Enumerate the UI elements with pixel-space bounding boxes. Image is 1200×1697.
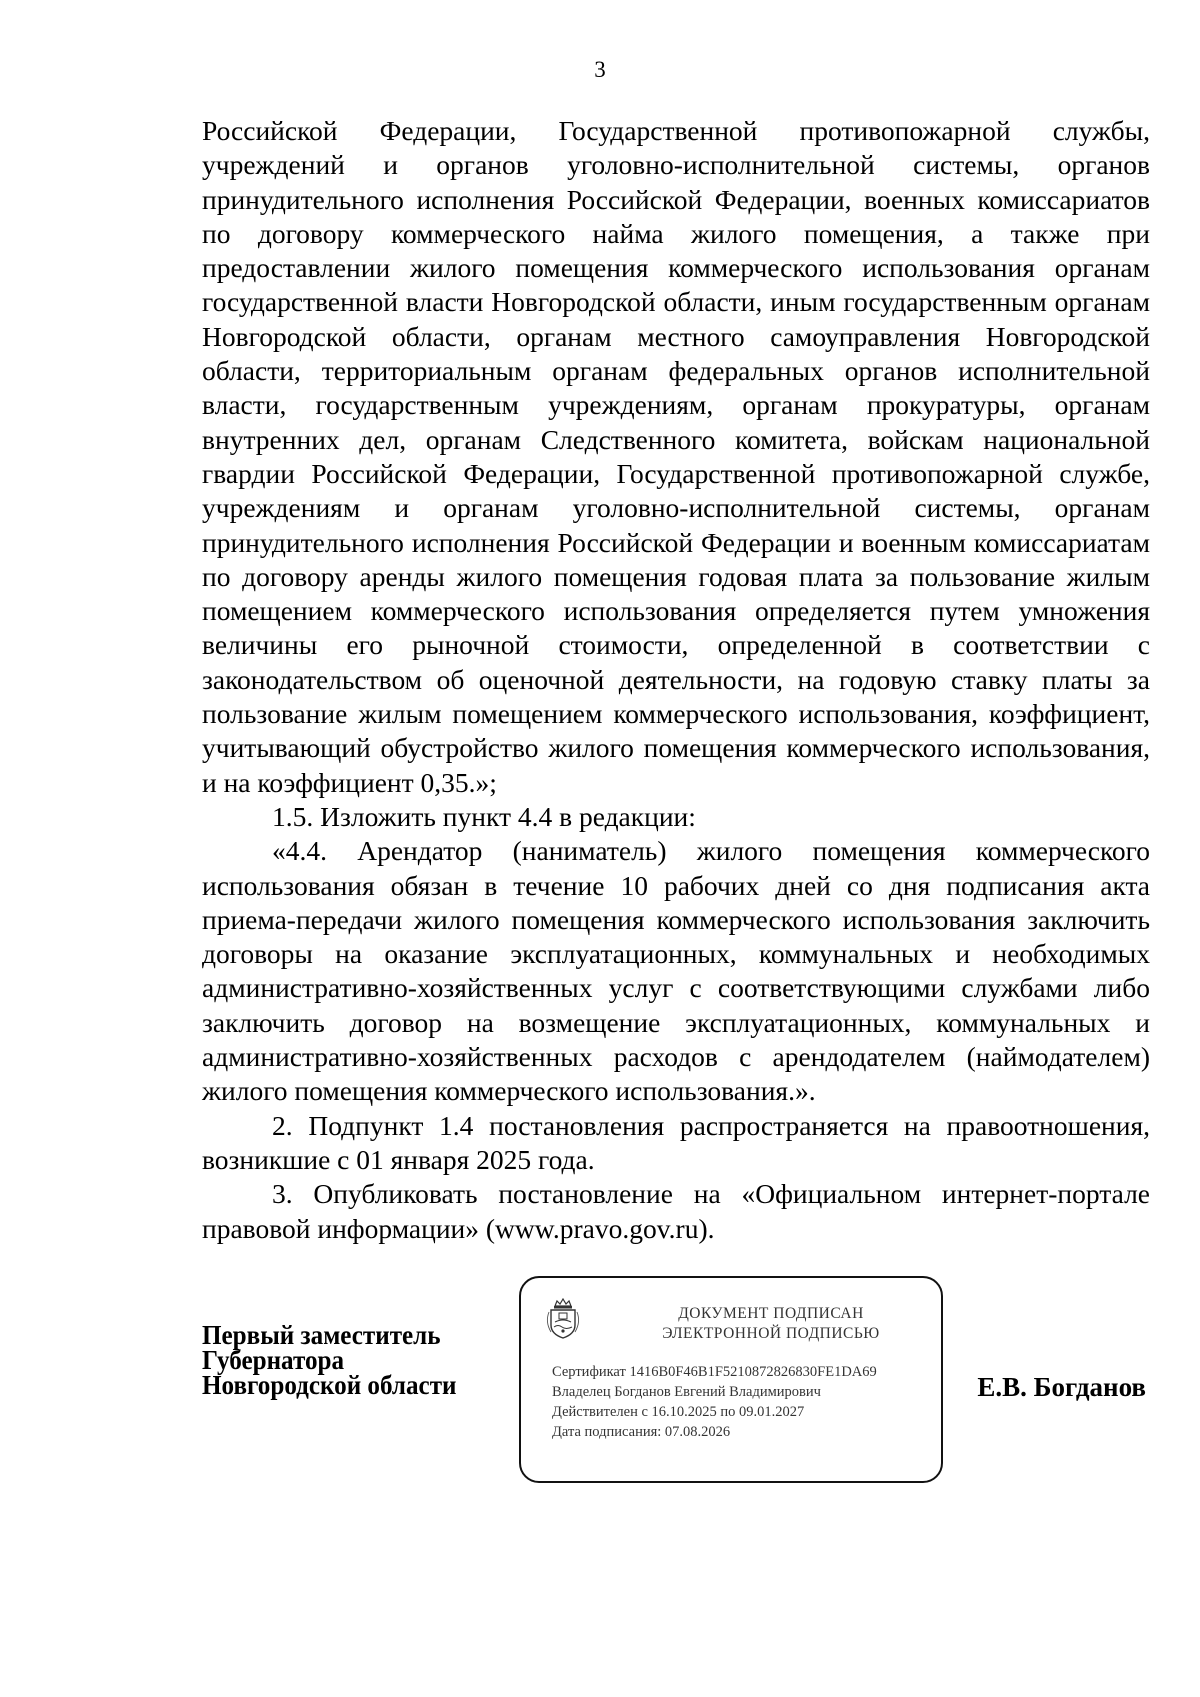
signer-name: Е.В. Богданов (977, 1372, 1146, 1402)
paragraph-item-4-4: «4.4. Арендатор (наниматель) жилого помещения коммерческого использования обязан в течение 10 рабочих дней со дня подписания акта приема-передачи жилого помещения коммерческого использования заключить договоры на оказание эксплуатационных, коммунальных и необходимых административно-хозяйственных услуг с соответствующими службами либо заключить договор на возмещение эксплуатационных, коммунальных и административно-хозяйственных расходов с арендодателем (наймодателем) жилого помещения коммерческого использования.». (202, 835, 1150, 1107)
stamp-title (621, 1304, 921, 1344)
signatory-position-line: Первый заместитель (202, 1320, 441, 1350)
stamp-details (552, 1362, 877, 1442)
novgorod-coat-of-arms-icon (543, 1298, 583, 1340)
paragraph-continuation: Российской Федерации, Государственной противопожарной службы, учреждений и органов уголовно-исполнительной системы, органов принудительного исполнения Российской Федерации, военных комиссариатов по договору коммерческого найма жилого помещения, а также при предоставлении жилого помещения коммерческого использования органам государственной власти Новгородской области, иным государственным органам Новгородской области, органам местного самоуправления Новгородской области, территориальным органам федеральных органов исполнительной власти, государственным учреждениям, органам прокуратуры, органам внутренних дел, органам Следственного комитета, войскам национальной гвардии Российской Федерации, Государственной противопожарной службе, учреждениям и органам уголовно-исполнительной системы, органам принудительного исполнения Российской Федерации и военным комиссариатам по договору аренды жилого помещения годовая плата за пользование жилым помещением коммерческого использования определяется путем умножения величины его рыночной стоимости, определенной в соответствии с законодательством об оценочной деятельности, на годовую ставку платы за пользование жилым помещением коммерческого использования, коэффициент, учитывающий обустройство жилого помещения коммерческого использования, и на коэффициент 0,35.»; (202, 115, 1150, 798)
stamp-owner: Владелец Богданов Евгений Владимирович (552, 1384, 821, 1400)
paragraph-item-3: 3. Опубликовать постановление на «Официальном интернет-портале правовой информации» (www.pravo.gov.ru). (202, 1178, 1150, 1244)
signatory-position (202, 1320, 476, 1400)
signatory-position-line: Новгородской области (202, 1370, 457, 1400)
paragraph-item-2: 2. Подпункт 1.4 постановления распространяется на правоотношения, возникшие с 01 января 2025 года. (202, 1109, 1150, 1175)
page-number: 3 (594, 57, 606, 82)
stamp-title-line: ДОКУМЕНТ ПОДПИСАН (678, 1305, 864, 1322)
stamp-signing-date: Дата подписания: 07.08.2026 (552, 1424, 731, 1440)
document-body (202, 114, 1150, 1246)
signatory-position-line: Губернатора (202, 1345, 345, 1375)
stamp-validity: Действителен с 16.10.2025 по 09.01.2027 (552, 1404, 805, 1420)
paragraph-item-1-5: 1.5. Изложить пункт 4.4 в редакции: (272, 800, 696, 832)
stamp-title-line: ЭЛЕКТРОННОЙ ПОДПИСЬЮ (662, 1325, 880, 1342)
stamp-certificate: Сертификат 1416B0F46B1F5210872826830FE1DA69 (552, 1364, 877, 1380)
electronic-signature-stamp (519, 1276, 943, 1483)
